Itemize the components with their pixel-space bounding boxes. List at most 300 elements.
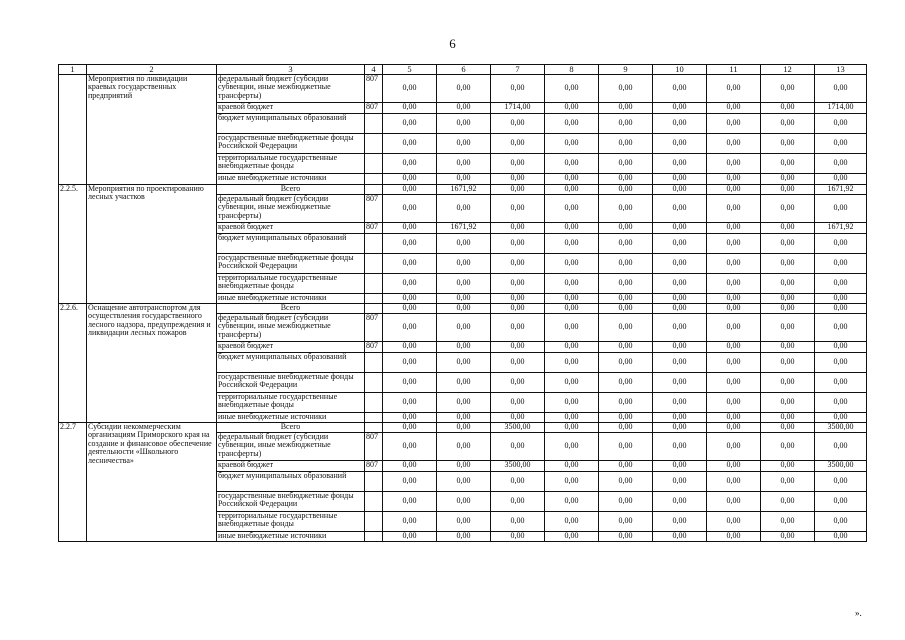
amount-cell: 0,00: [653, 412, 707, 422]
amount-cell: 0,00: [491, 531, 545, 541]
amount-cell: 0,00: [653, 531, 707, 541]
amount-cell: 0,00: [491, 471, 545, 491]
amount-cell: 0,00: [653, 303, 707, 313]
amount-cell: 0,00: [437, 153, 491, 173]
amount-cell: 1671,92: [815, 184, 867, 194]
amount-cell: 0,00: [437, 422, 491, 432]
amount-cell: 0,00: [383, 531, 437, 541]
grbs-code: [365, 184, 383, 194]
amount-cell: 0,00: [545, 460, 599, 471]
grbs-code: [365, 372, 383, 392]
amount-cell: 0,00: [545, 352, 599, 372]
amount-cell: 0,00: [599, 233, 653, 253]
funding-source: территориальные государственные внебюджетные фонды: [217, 392, 365, 412]
amount-cell: 0,00: [437, 253, 491, 273]
amount-cell: 0,00: [545, 412, 599, 422]
amount-cell: 1671,92: [437, 222, 491, 233]
amount-cell: 0,00: [599, 432, 653, 460]
amount-cell: 0,00: [491, 491, 545, 511]
amount-cell: 0,00: [653, 173, 707, 184]
grbs-code: 807: [365, 460, 383, 471]
amount-cell: 0,00: [761, 392, 815, 412]
column-header: 5: [383, 65, 437, 75]
amount-cell: 0,00: [653, 352, 707, 372]
amount-cell: 0,00: [761, 412, 815, 422]
amount-cell: 1671,92: [815, 222, 867, 233]
amount-cell: 0,00: [707, 293, 761, 303]
amount-cell: 0,00: [545, 184, 599, 194]
amount-cell: 0,00: [491, 253, 545, 273]
amount-cell: 0,00: [491, 372, 545, 392]
amount-cell: 0,00: [653, 233, 707, 253]
amount-cell: 0,00: [383, 460, 437, 471]
amount-cell: 0,00: [707, 273, 761, 293]
funding-source: Всего: [217, 422, 365, 432]
amount-cell: 0,00: [491, 133, 545, 153]
amount-cell: 0,00: [761, 511, 815, 531]
amount-cell: 0,00: [491, 153, 545, 173]
amount-cell: 0,00: [545, 372, 599, 392]
amount-cell: 0,00: [761, 352, 815, 372]
grbs-code: 807: [365, 432, 383, 460]
amount-cell: 0,00: [815, 352, 867, 372]
amount-cell: 0,00: [707, 471, 761, 491]
amount-cell: 0,00: [599, 460, 653, 471]
amount-cell: 0,00: [491, 273, 545, 293]
amount-cell: 0,00: [383, 313, 437, 341]
amount-cell: 0,00: [815, 531, 867, 541]
amount-cell: 0,00: [545, 222, 599, 233]
amount-cell: 0,00: [437, 173, 491, 184]
grbs-code: [365, 233, 383, 253]
amount-cell: 0,00: [761, 531, 815, 541]
amount-cell: 0,00: [383, 422, 437, 432]
amount-cell: 0,00: [383, 303, 437, 313]
grbs-code: 807: [365, 102, 383, 113]
amount-cell: 0,00: [491, 341, 545, 352]
amount-cell: 0,00: [761, 422, 815, 432]
funding-source: территориальные государственные внебюджетные фонды: [217, 511, 365, 531]
amount-cell: 0,00: [653, 194, 707, 222]
amount-cell: 0,00: [599, 273, 653, 293]
amount-cell: 0,00: [491, 412, 545, 422]
amount-cell: 0,00: [491, 432, 545, 460]
amount-cell: 0,00: [383, 432, 437, 460]
amount-cell: 0,00: [599, 531, 653, 541]
amount-cell: 0,00: [653, 102, 707, 113]
amount-cell: 0,00: [599, 184, 653, 194]
grbs-code: [365, 412, 383, 422]
amount-cell: 0,00: [437, 392, 491, 412]
amount-cell: 0,00: [761, 233, 815, 253]
amount-cell: 0,00: [545, 392, 599, 412]
amount-cell: 0,00: [545, 173, 599, 184]
amount-cell: 0,00: [761, 133, 815, 153]
grbs-code: [365, 273, 383, 293]
grbs-code: [365, 422, 383, 432]
amount-cell: 0,00: [815, 372, 867, 392]
amount-cell: 3500,00: [491, 460, 545, 471]
amount-cell: 0,00: [383, 471, 437, 491]
amount-cell: 0,00: [653, 341, 707, 352]
amount-cell: 0,00: [761, 173, 815, 184]
amount-cell: 0,00: [707, 233, 761, 253]
amount-cell: 0,00: [599, 392, 653, 412]
amount-cell: 0,00: [761, 471, 815, 491]
amount-cell: 0,00: [437, 113, 491, 133]
funding-source: иные внебюджетные источники: [217, 293, 365, 303]
funding-source: территориальные государственные внебюджетные фонды: [217, 273, 365, 293]
amount-cell: 0,00: [761, 432, 815, 460]
amount-cell: 0,00: [599, 303, 653, 313]
amount-cell: 0,00: [383, 184, 437, 194]
amount-cell: 0,00: [545, 194, 599, 222]
amount-cell: 0,00: [653, 432, 707, 460]
amount-cell: 0,00: [599, 102, 653, 113]
item-name: Мероприятия по проектированию лесных участков: [87, 184, 217, 303]
amount-cell: 0,00: [545, 133, 599, 153]
table-row: [59, 74, 867, 102]
amount-cell: 0,00: [437, 372, 491, 392]
column-header: 8: [545, 65, 599, 75]
amount-cell: 0,00: [491, 194, 545, 222]
funding-source: федеральный бюджет (субсидии субвенции, иные межбюджетные трансферты): [217, 313, 365, 341]
amount-cell: 0,00: [491, 392, 545, 412]
amount-cell: 0,00: [653, 273, 707, 293]
amount-cell: 0,00: [707, 352, 761, 372]
amount-cell: 0,00: [653, 392, 707, 412]
amount-cell: 0,00: [437, 194, 491, 222]
amount-cell: 1714,00: [491, 102, 545, 113]
amount-cell: 0,00: [437, 352, 491, 372]
funding-source: краевой бюджет: [217, 460, 365, 471]
amount-cell: 0,00: [761, 313, 815, 341]
amount-cell: 0,00: [707, 372, 761, 392]
grbs-code: 807: [365, 313, 383, 341]
amount-cell: 0,00: [545, 113, 599, 133]
item-number: 2.2.5.: [59, 184, 87, 303]
column-header: 9: [599, 65, 653, 75]
funding-source: краевой бюджет: [217, 102, 365, 113]
grbs-code: 807: [365, 222, 383, 233]
amount-cell: 0,00: [383, 372, 437, 392]
amount-cell: 0,00: [653, 313, 707, 341]
column-header: 10: [653, 65, 707, 75]
amount-cell: 0,00: [545, 422, 599, 432]
amount-cell: 0,00: [653, 222, 707, 233]
amount-cell: 0,00: [815, 412, 867, 422]
item-number: [59, 74, 87, 184]
amount-cell: 0,00: [545, 341, 599, 352]
amount-cell: 0,00: [599, 313, 653, 341]
amount-cell: 0,00: [815, 313, 867, 341]
column-header: 4: [365, 65, 383, 75]
item-number: 2.2.6.: [59, 303, 87, 422]
amount-cell: 0,00: [707, 341, 761, 352]
amount-cell: 0,00: [599, 113, 653, 133]
amount-cell: 0,00: [491, 511, 545, 531]
grbs-code: 807: [365, 74, 383, 102]
column-header: 7: [491, 65, 545, 75]
amount-cell: 0,00: [599, 372, 653, 392]
item-name: Оснащение автотранспортом для осуществления государственного лесного надзора, предупреждения и ликвидации лесных пожаров: [87, 303, 217, 422]
amount-cell: 0,00: [761, 153, 815, 173]
amount-cell: 1671,92: [437, 184, 491, 194]
funding-source: иные внебюджетные источники: [217, 531, 365, 541]
amount-cell: 0,00: [383, 511, 437, 531]
amount-cell: 0,00: [707, 74, 761, 102]
table-row: [59, 303, 867, 313]
amount-cell: 0,00: [599, 194, 653, 222]
funding-source: краевой бюджет: [217, 222, 365, 233]
amount-cell: 0,00: [545, 511, 599, 531]
amount-cell: 0,00: [437, 471, 491, 491]
amount-cell: 0,00: [383, 352, 437, 372]
amount-cell: 0,00: [383, 74, 437, 102]
amount-cell: 0,00: [707, 113, 761, 133]
amount-cell: 0,00: [599, 173, 653, 184]
amount-cell: 0,00: [491, 222, 545, 233]
amount-cell: 0,00: [437, 491, 491, 511]
grbs-code: [365, 303, 383, 313]
table-body: [59, 65, 867, 542]
amount-cell: 0,00: [383, 491, 437, 511]
funding-source: краевой бюджет: [217, 341, 365, 352]
amount-cell: 0,00: [815, 133, 867, 153]
amount-cell: 0,00: [599, 133, 653, 153]
grbs-code: [365, 153, 383, 173]
column-header: 1: [59, 65, 87, 75]
column-header: 2: [87, 65, 217, 75]
item-name: Субсидии некоммерческим организациям Приморского края на создание и финансовое обеспечение деятельности «Школьного лесничества»: [87, 422, 217, 541]
amount-cell: 0,00: [491, 303, 545, 313]
grbs-code: [365, 133, 383, 153]
amount-cell: 0,00: [761, 253, 815, 273]
amount-cell: 0,00: [599, 341, 653, 352]
amount-cell: 0,00: [383, 233, 437, 253]
amount-cell: 0,00: [653, 422, 707, 432]
amount-cell: 0,00: [653, 511, 707, 531]
funding-source: федеральный бюджет (субсидии субвенции, иные межбюджетные трансферты): [217, 432, 365, 460]
amount-cell: 0,00: [599, 471, 653, 491]
item-name: Мероприятия по ликвидации краевых государственных предприятий: [87, 74, 217, 184]
funding-source: федеральный бюджет (субсидии субвенции, иные межбюджетные трансферты): [217, 74, 365, 102]
amount-cell: 0,00: [815, 303, 867, 313]
amount-cell: 0,00: [815, 233, 867, 253]
amount-cell: 0,00: [383, 253, 437, 273]
page-number: 6: [449, 36, 456, 51]
amount-cell: 0,00: [599, 352, 653, 372]
grbs-code: [365, 253, 383, 273]
amount-cell: 0,00: [653, 153, 707, 173]
amount-cell: 0,00: [383, 293, 437, 303]
amount-cell: 0,00: [545, 233, 599, 253]
amount-cell: 0,00: [491, 173, 545, 184]
amount-cell: 0,00: [383, 173, 437, 184]
amount-cell: 0,00: [599, 422, 653, 432]
amount-cell: 0,00: [383, 341, 437, 352]
amount-cell: 0,00: [491, 233, 545, 253]
amount-cell: 3500,00: [815, 422, 867, 432]
amount-cell: 0,00: [707, 511, 761, 531]
grbs-code: [365, 392, 383, 412]
amount-cell: 0,00: [761, 74, 815, 102]
funding-source: бюджет муниципальных образований: [217, 113, 365, 133]
amount-cell: 0,00: [653, 74, 707, 102]
amount-cell: 0,00: [707, 460, 761, 471]
amount-cell: 0,00: [599, 74, 653, 102]
amount-cell: 0,00: [761, 293, 815, 303]
header-row: [59, 65, 867, 75]
amount-cell: 0,00: [653, 460, 707, 471]
grbs-code: [365, 531, 383, 541]
amount-cell: 0,00: [761, 222, 815, 233]
amount-cell: 0,00: [761, 491, 815, 511]
amount-cell: 0,00: [707, 133, 761, 153]
amount-cell: 0,00: [707, 184, 761, 194]
amount-cell: 0,00: [437, 303, 491, 313]
amount-cell: 0,00: [383, 273, 437, 293]
table-row: [59, 184, 867, 194]
amount-cell: 0,00: [815, 341, 867, 352]
amount-cell: 0,00: [761, 460, 815, 471]
amount-cell: 0,00: [815, 194, 867, 222]
funding-source: бюджет муниципальных образований: [217, 471, 365, 491]
amount-cell: 0,00: [491, 352, 545, 372]
amount-cell: 0,00: [761, 113, 815, 133]
funding-source: государственные внебюджетные фонды Российской Федерации: [217, 133, 365, 153]
amount-cell: 0,00: [761, 372, 815, 392]
amount-cell: 0,00: [437, 233, 491, 253]
amount-cell: 0,00: [545, 153, 599, 173]
amount-cell: 0,00: [383, 194, 437, 222]
amount-cell: 0,00: [545, 253, 599, 273]
amount-cell: 0,00: [491, 184, 545, 194]
amount-cell: 0,00: [707, 253, 761, 273]
grbs-code: 807: [365, 341, 383, 352]
funding-source: иные внебюджетные источники: [217, 173, 365, 184]
amount-cell: 0,00: [383, 153, 437, 173]
grbs-code: [365, 173, 383, 184]
amount-cell: 0,00: [707, 153, 761, 173]
amount-cell: 0,00: [437, 102, 491, 113]
amount-cell: 0,00: [383, 412, 437, 422]
amount-cell: 0,00: [545, 293, 599, 303]
grbs-code: 807: [365, 194, 383, 222]
amount-cell: 0,00: [545, 102, 599, 113]
amount-cell: 0,00: [599, 293, 653, 303]
amount-cell: 0,00: [815, 471, 867, 491]
amount-cell: 0,00: [761, 303, 815, 313]
amount-cell: 0,00: [383, 392, 437, 412]
amount-cell: 0,00: [491, 293, 545, 303]
amount-cell: 0,00: [437, 460, 491, 471]
column-header: 12: [761, 65, 815, 75]
amount-cell: 0,00: [545, 273, 599, 293]
item-number: 2.2.7: [59, 422, 87, 541]
amount-cell: 0,00: [653, 293, 707, 303]
amount-cell: 0,00: [599, 222, 653, 233]
amount-cell: 0,00: [437, 74, 491, 102]
amount-cell: 0,00: [707, 222, 761, 233]
amount-cell: 0,00: [437, 293, 491, 303]
amount-cell: 3500,00: [815, 460, 867, 471]
table-row: [59, 422, 867, 432]
funding-source: Всего: [217, 303, 365, 313]
funding-source: бюджет муниципальных образований: [217, 352, 365, 372]
grbs-code: [365, 511, 383, 531]
amount-cell: 0,00: [707, 102, 761, 113]
amount-cell: 0,00: [707, 432, 761, 460]
amount-cell: 0,00: [653, 471, 707, 491]
amount-cell: 0,00: [545, 491, 599, 511]
footer-mark: ».: [855, 608, 862, 618]
amount-cell: 0,00: [545, 313, 599, 341]
amount-cell: 0,00: [707, 491, 761, 511]
amount-cell: 0,00: [653, 133, 707, 153]
amount-cell: 0,00: [437, 412, 491, 422]
amount-cell: 0,00: [383, 113, 437, 133]
amount-cell: 0,00: [383, 133, 437, 153]
amount-cell: 0,00: [653, 113, 707, 133]
amount-cell: 0,00: [653, 491, 707, 511]
column-header: 11: [707, 65, 761, 75]
amount-cell: 0,00: [599, 491, 653, 511]
amount-cell: 0,00: [437, 531, 491, 541]
column-header: 3: [217, 65, 365, 75]
amount-cell: 0,00: [437, 273, 491, 293]
amount-cell: 0,00: [599, 153, 653, 173]
amount-cell: 0,00: [437, 432, 491, 460]
amount-cell: 0,00: [815, 173, 867, 184]
amount-cell: 0,00: [383, 222, 437, 233]
funding-source: государственные внебюджетные фонды Российской Федерации: [217, 372, 365, 392]
funding-source: иные внебюджетные источники: [217, 412, 365, 422]
amount-cell: 0,00: [707, 173, 761, 184]
amount-cell: 0,00: [599, 253, 653, 273]
amount-cell: 0,00: [761, 102, 815, 113]
amount-cell: 0,00: [815, 74, 867, 102]
funding-source: территориальные государственные внебюджетные фонды: [217, 153, 365, 173]
grbs-code: [365, 113, 383, 133]
grbs-code: [365, 471, 383, 491]
amount-cell: 0,00: [545, 74, 599, 102]
amount-cell: 0,00: [707, 313, 761, 341]
amount-cell: 0,00: [707, 303, 761, 313]
amount-cell: 0,00: [599, 511, 653, 531]
grbs-code: [365, 352, 383, 372]
amount-cell: 0,00: [437, 133, 491, 153]
grbs-code: [365, 293, 383, 303]
amount-cell: 0,00: [653, 184, 707, 194]
amount-cell: 0,00: [707, 531, 761, 541]
amount-cell: 0,00: [653, 372, 707, 392]
funding-source: Всего: [217, 184, 365, 194]
amount-cell: 0,00: [545, 303, 599, 313]
amount-cell: 0,00: [815, 293, 867, 303]
amount-cell: 0,00: [761, 341, 815, 352]
budget-table: [58, 64, 867, 542]
amount-cell: 0,00: [437, 313, 491, 341]
column-header: 13: [815, 65, 867, 75]
amount-cell: 0,00: [761, 273, 815, 293]
funding-source: государственные внебюджетные фонды Российской Федерации: [217, 253, 365, 273]
amount-cell: 1714,00: [815, 102, 867, 113]
amount-cell: 0,00: [707, 412, 761, 422]
funding-source: федеральный бюджет (субсидии субвенции, иные межбюджетные трансферты): [217, 194, 365, 222]
amount-cell: 0,00: [815, 491, 867, 511]
amount-cell: 0,00: [815, 153, 867, 173]
